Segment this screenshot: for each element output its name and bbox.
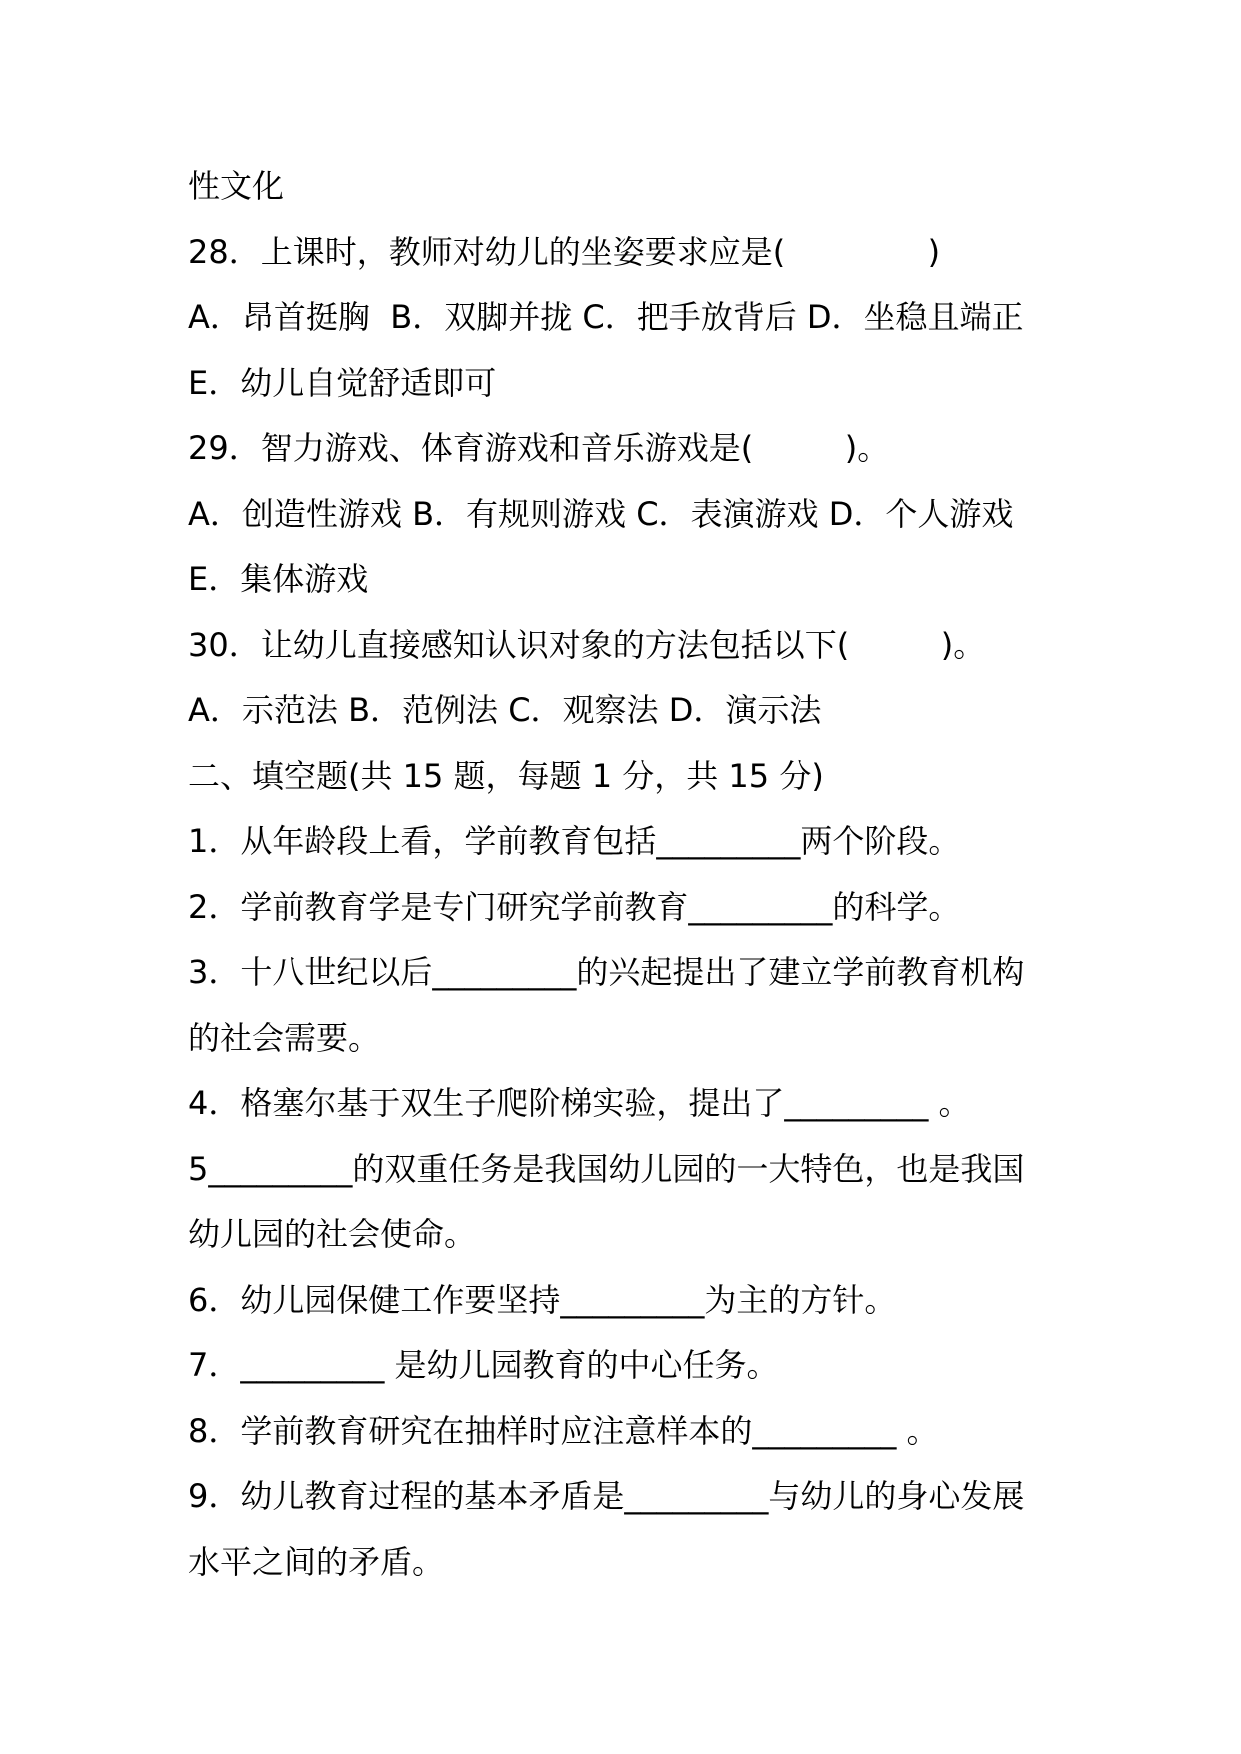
question-28: 28．上课时，教师对幼儿的坐姿要求应是( )	[188, 232, 941, 271]
fill-question-2: 2．学前教育学是专门研究学前教育_________的科学。	[188, 887, 961, 926]
fill-question-5: 5_________的双重任务是我国幼儿园的一大特色，也是我国	[188, 1149, 1025, 1188]
fill-question-3-cont: 的社会需要。	[188, 1018, 381, 1057]
question-28-options: A．昂首挺胸 B．双脚并拢 C．把手放背后 D．坐稳且端正	[188, 298, 1024, 336]
fill-question-5-cont: 幼儿园的社会使命。	[188, 1215, 477, 1253]
text-line: 性文化	[188, 167, 285, 205]
fill-question-4: 4．格塞尔基于双生子爬阶梯实验，提出了_________ 。	[188, 1084, 971, 1122]
document-page	[188, 154, 1068, 1595]
question-29-options: A．创造性游戏 B．有规则游戏 C．表演游戏 D．个人游戏	[188, 494, 1014, 533]
question-30-options: A．示范法 B．范例法 C．观察法 D．演示法	[188, 691, 822, 729]
fill-question-3: 3．十八世纪以后_________的兴起提出了建立学前教育机构	[188, 953, 1025, 991]
fill-question-6: 6．幼儿园保健工作要坚持_________为主的方针。	[188, 1280, 897, 1319]
fill-question-7: 7．_________ 是幼儿园教育的中心任务。	[188, 1346, 779, 1384]
question-29: 29．智力游戏、体育游戏和音乐游戏是( )。	[188, 429, 890, 467]
section-heading-fill-in: 二、填空题(共 15 题，每题 1 分，共 15 分)	[188, 756, 824, 795]
question-29-option-e: E．集体游戏	[188, 560, 369, 598]
fill-question-8: 8．学前教育研究在抽样时应注意样本的_________ 。	[188, 1411, 939, 1450]
fill-question-1: 1．从年龄段上看，学前教育包括_________两个阶段。	[188, 822, 961, 860]
question-28-option-e: E．幼儿自觉舒适即可	[188, 363, 497, 402]
question-30: 30．让幼儿直接感知认识对象的方法包括以下( )。	[188, 625, 986, 664]
fill-question-9: 9．幼儿教育过程的基本矛盾是_________与幼儿的身心发展	[188, 1477, 1025, 1515]
fill-question-9-cont: 水平之间的矛盾。	[188, 1542, 445, 1581]
